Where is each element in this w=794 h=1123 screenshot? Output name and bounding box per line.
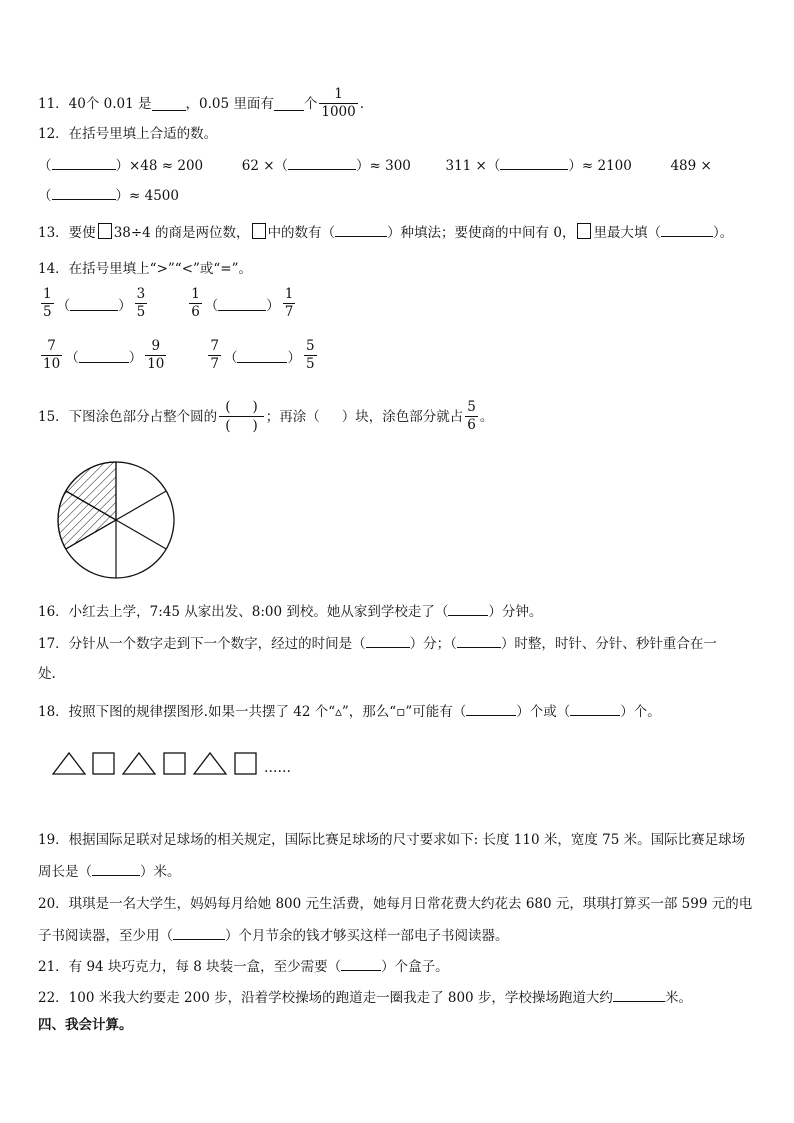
question-14-row-1: $\frac{1}{5}$ （ ） $\frac{3}{5}$ $\frac{1}{6}$ （ ） $\frac{1}{7}$ — [43, 286, 294, 320]
q17-blank-2[interactable] — [457, 633, 501, 648]
q15-fraction: $\frac{5}{6}$ — [467, 399, 476, 433]
triangle-shape — [53, 753, 85, 774]
question-14-title: 14．在括号里填上“>”“<”或“=”。 — [38, 261, 253, 277]
question-17-line-2: 处. — [38, 666, 56, 682]
radius-line — [116, 491, 166, 520]
q11-blank-2[interactable] — [274, 96, 304, 111]
question-22: 22．100 米我大约要走 200 步，沿着学校操场的跑道走一圈我走了 800 步，学校操场跑道大约 米。 — [38, 987, 692, 1008]
square-shape — [164, 753, 185, 774]
q22-blank-1[interactable] — [613, 987, 665, 1002]
q14-blank-4[interactable] — [237, 348, 287, 363]
q14-frac-4: $\frac{1}{7}$ — [284, 286, 294, 320]
q11-fraction: $\frac{1}{1000}$ — [321, 86, 356, 120]
question-15: 15．下图涂色部分占整个圆的 $\frac{( )}{( )}$ ；再涂（ ）块，涂色部分就占 $\frac{5}{6}$ 。 — [38, 399, 494, 434]
question-17-line-1: 17．分针从一个数字走到下一个数字，经过的时间是（ ）分；（ ）时整，时针、分针、秒针重合在一 — [38, 633, 717, 654]
q17-blank-1[interactable] — [366, 633, 410, 648]
q14-frac-1: $\frac{1}{5}$ — [43, 286, 52, 320]
question-18: 18．按照下图的规律摆图形.如果一共摆了 42 个“▵”，那么“▫”可能有（ ）个或（ ）个。 — [38, 701, 661, 722]
q14-blank-1[interactable] — [70, 296, 118, 311]
triangle-shape — [123, 753, 155, 774]
q13-box-3 — [577, 223, 591, 239]
q12-blank-3[interactable] — [500, 155, 568, 170]
q12-blank-2[interactable] — [288, 155, 356, 170]
square-shape — [235, 753, 256, 774]
q11-blank-1[interactable] — [152, 96, 186, 111]
square-shape — [93, 753, 114, 774]
triangle-shape — [194, 753, 226, 774]
question-19-line-2: 周长是（ ）米。 — [38, 861, 181, 882]
q14-blank-2[interactable] — [218, 296, 266, 311]
q14-frac-2: $\frac{3}{5}$ — [136, 286, 146, 320]
pie-figure — [56, 460, 176, 580]
q14-frac-3: $\frac{1}{6}$ — [191, 286, 200, 320]
q14-frac-5: $\frac{7}{10}$ — [43, 338, 61, 372]
q11-text-a: 11．40个 0.01 是 — [38, 95, 152, 112]
q20-blank-1[interactable] — [173, 925, 225, 940]
question-16: 16．小红去上学，7:45 从家出发、8:00 到校。她从家到学校走了（ ）分钟。 — [38, 601, 542, 622]
q13-blank-2[interactable] — [661, 222, 713, 237]
q12-blank-4[interactable] — [52, 185, 116, 200]
q18-blank-2[interactable] — [570, 701, 620, 716]
question-21: 21．有 94 块巧克力，每 8 块装一盒，至少需要（ ）个盒子。 — [38, 956, 449, 977]
q13-box-2 — [252, 223, 266, 239]
q14-frac-8: $\frac{5}{5}$ — [305, 338, 315, 372]
question-14-row-2: $\frac{7}{10}$ （ ） $\frac{9}{10}$ $\frac{7}{7}$ （ ） $\frac{5}{5}$ — [43, 338, 315, 372]
question-12-row-1: （ ）×48 ≈ 200 62 ×（ ）≈ 300 311 ×（ ）≈ 2100 489 × — [38, 155, 712, 176]
radius-line — [116, 520, 166, 549]
question-19-line-1: 19．根据国际足联对足球场的相关规定，国际比赛足球场的尺寸要求如下: 长度 110 米，宽度 75 米。国际比赛足球场 — [38, 832, 746, 848]
q21-blank-1[interactable] — [341, 956, 381, 971]
question-13: 13．要使 38÷4 的商是两位数， 中的数有（ ）种填法；要使商的中间有 0， 里最大填（ ）。 — [38, 222, 733, 243]
q13-blank-1[interactable] — [335, 222, 387, 237]
q15-answer-fraction[interactable]: $\frac{( )}{( )}$ — [219, 398, 264, 435]
shape-ellipsis: …… — [264, 760, 291, 776]
q16-blank-1[interactable] — [448, 601, 488, 616]
q11-text-b: ，0.05 里面有 — [185, 95, 274, 112]
q11-text-c: 个 — [303, 95, 318, 112]
q18-blank-1[interactable] — [466, 701, 516, 716]
q19-blank-1[interactable] — [92, 861, 140, 876]
question-20-line-1: 20．琪琪是一名大学生，妈妈每月给她 800 元生活费，她每月日常花费大约花去 680 元，琪琪打算买一部 599 元的电 — [38, 896, 753, 912]
question-11: 11．40个 0.01 是 ，0.05 里面有 个 $\frac{1}{1000}$ . — [38, 86, 365, 120]
question-12-row-2: （ ）≈ 4500 — [38, 185, 179, 206]
q14-frac-6: $\frac{9}{10}$ — [147, 338, 165, 372]
section-heading-4: 四、我会计算。 — [38, 1017, 133, 1033]
q13-box-1 — [98, 223, 112, 239]
q12-blank-1[interactable] — [52, 155, 116, 170]
q14-blank-3[interactable] — [79, 348, 129, 363]
q14-frac-7: $\frac{7}{7}$ — [210, 338, 219, 372]
shape-pattern — [50, 750, 265, 780]
question-12-title: 12．在括号里填上合适的数。 — [38, 126, 218, 142]
question-20-line-2: 子书阅读器，至少用（ ）个月节余的钱才够买这样一部电子书阅读器。 — [38, 925, 509, 946]
